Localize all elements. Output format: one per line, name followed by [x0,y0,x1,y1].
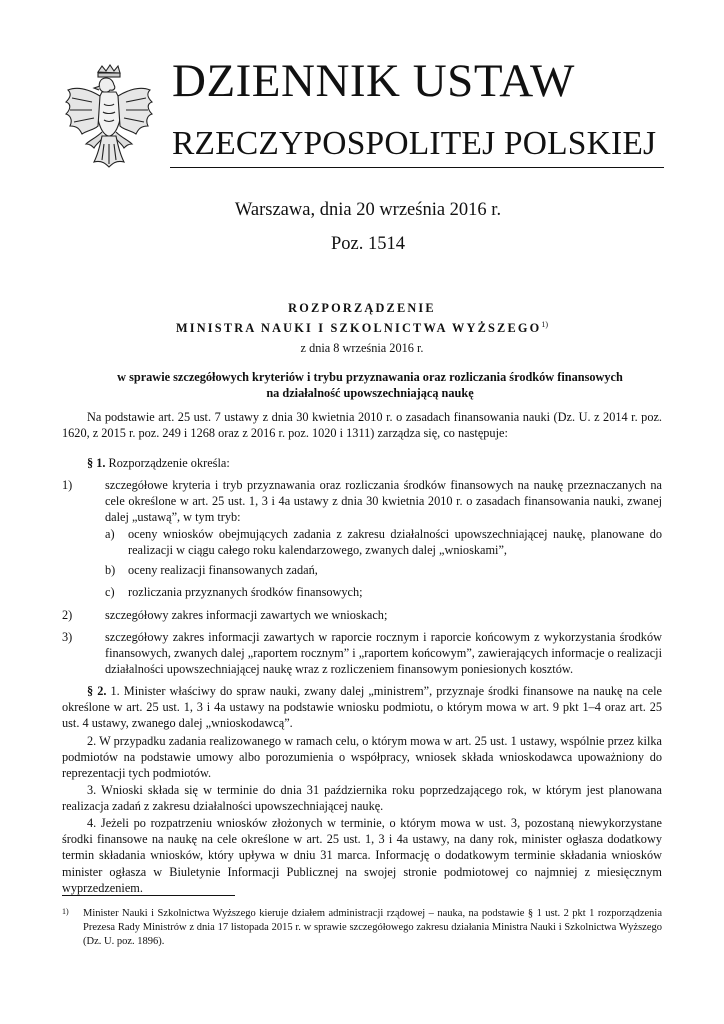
act-type-heading: ROZPORZĄDZENIE [288,301,436,315]
list-item: oceny realizacji finansowanych zadań, [128,563,318,577]
polish-eagle-emblem [62,64,154,168]
section-1-intro [62,455,662,471]
list-item-number: 1) [62,478,73,492]
section-2-paragraph-2: 2. W przypadku zadania realizowanego w ramach celu, o którym mowa w art. 25 ust. 1 ustawy, wspólnie przez kilka podmiotów na podstawie umowy albo porozumienia o współpracy, wniosek składa wnioskodawca upoważniony do reprezentacji tych podmiotów. [62,734,662,781]
issuer-footnote-ref: 1) [541,320,549,329]
section-2-paragraph-1 [62,683,662,732]
publication-place-date: Warszawa, dnia 20 września 2016 r. [234,200,502,220]
section-2-mark: § 2. [87,684,107,698]
list-item-number: 3) [62,630,73,644]
list-item: szczegółowe kryteria i tryb przyznawania oraz rozliczania środków finansowych na naukę przeznaczanych na cele określone w art. 25 ust. 1, 3 i 4a ustawy z dnia 30 kwietnia 2010 r. o zasadach finansowania nauki, zwanej dalej „ustawą”, w tym tryb: [105,478,662,525]
masthead-title: DZIENNIK USTAW [172,55,575,107]
footnote-text: Minister Nauki i Szkolnictwa Wyższego kieruje działem administracji rządowej – nauka, na podstawie § 1 ust. 2 pkt 1 rozporządzenia Prezesa Rady Ministrów z dnia 17 listopada 2015 r. w sprawie szczegółowego zakresu działania Ministra Nauki i Szkolnictwa Wyższego (Dz. U. poz. 1896). [83,908,662,948]
masthead-subtitle: RZECZYPOSPOLITEJ POLSKIEJ [172,125,657,162]
list-item-number: 2) [62,608,73,622]
section-2-paragraph-text: 1. Minister właściwy do spraw nauki, zwany dalej „ministrem”, przyznaje środki finansowe na naukę na cele określone w art. 25 ust. 1, 3 i 4a ustawy na podstawie wniosku podmiotu, o którym mowa w art. 9 pkt 1–4 oraz art. 25 ust. 4 ustawy, zwanego dalej „wnioskodawcą”. [62,684,662,731]
act-subject-line: na działalność upowszechniającą naukę [266,386,474,400]
section-2-paragraph-3: 3. Wnioski składa się w terminie do dnia 31 października roku poprzedzającego rok, w którym jest planowana realizacja zadań z zakresu działalności upowszechniającej naukę. [62,783,662,814]
preamble: Na podstawie art. 25 ust. 7 ustawy z dnia 30 kwietnia 2010 r. o zasadach finansowania nauki (Dz. U. z 2014 r. poz. 1620, z 2015 r. poz. 249 i 1268 oraz z 2016 r. poz. 1020 i 1311) zarządza się, co następuje: [62,410,662,441]
list-item-letter: a) [105,527,115,541]
act-date: z dnia 8 września 2016 r. [300,341,424,355]
list-item-letter: b) [105,563,116,577]
footnote-divider [62,895,235,896]
list-item-letter: c) [105,585,115,599]
publication-position: Poz. 1514 [331,234,405,254]
list-item: rozliczania przyznanych środków finansowych; [128,585,363,599]
list-item: oceny wniosków obejmujących zadania z zakresu działalności upowszechniającej naukę, planowane do realizacji w ciągu całego roku kalendarzowego, zwanych dalej „wnioskami”, [128,527,662,558]
act-subject-line: w sprawie szczegółowych kryteriów i trybu przyznawania oraz rozliczania środków finansowych [117,370,623,384]
act-issuer-heading [0,317,724,336]
section-2-paragraph-4: 4. Jeżeli po rozpatrzeniu wniosków złożonych w terminie, o którym mowa w ust. 3, pozostaną niewykorzystane środki finansowe na naukę na cele określone w art. 25 ust. 1, 3 i 4a ustawy, na dany rok, minister ogłasza dodatkowy termin składania wniosków, który upływa w dniu 31 marca. Informację o dodatkowym terminie składania wniosków minister ogłasza w Biuletynie Informacji Publicznej na swojej stronie podmiotowej co najmniej z miesięcznym wyprzedzeniem. [62,816,662,895]
list-item: szczegółowy zakres informacji zawartych we wnioskach; [105,608,388,622]
masthead-divider [170,167,664,168]
act-subject [100,369,640,401]
footnote-mark: 1) [62,907,69,916]
section-1-intro-text: Rozporządzenie określa: [108,456,230,470]
section-1-mark: § 1. [87,456,106,470]
list-item: szczegółowy zakres informacji zawartych w raporcie rocznym i raporcie końcowym z wykorzystania środków finansowych, zwanych dalej „raportem rocznym” i „raportem końcowym”, zawierających informacje o realizacji działalności upowszechniającej naukę wraz z rozliczeniem finansowym poniesionych kosztów. [105,630,662,677]
act-issuer: MINISTRA NAUKI I SZKOLNICTWA WYŻSZEGO [175,321,542,335]
